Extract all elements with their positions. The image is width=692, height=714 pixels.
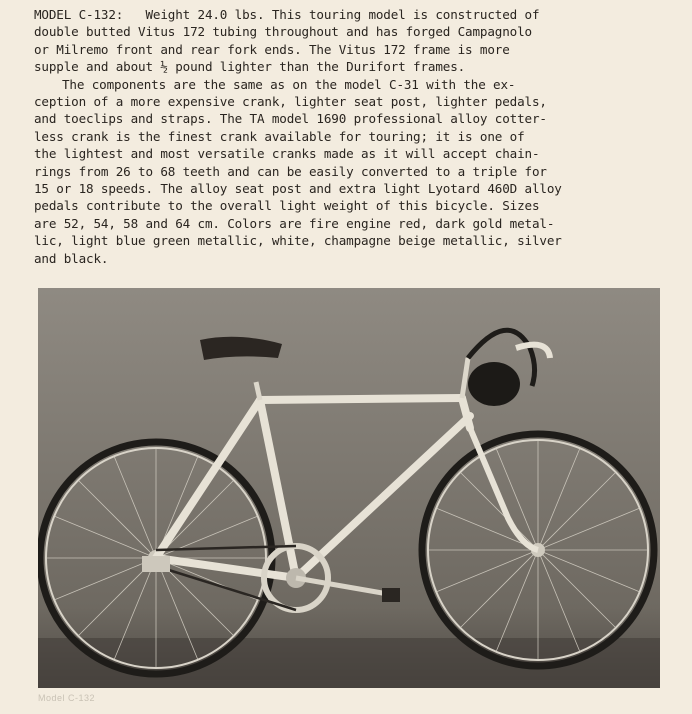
text-line: MODEL C-132: Weight 24.0 lbs. This touring model is constructed of [34, 7, 540, 22]
text-line: ception of a more expensive crank, lighter seat post, lighter pedals, [34, 94, 547, 110]
crank-arm [296, 578, 388, 594]
text-line: rings from 26 to 68 teeth and can be easily converted to a triple for [34, 163, 547, 179]
text-line: the lightest and most versatile cranks made as it will accept chain- [34, 146, 540, 162]
bicycle-illustration [38, 288, 660, 688]
stem [462, 358, 468, 398]
text-line: are 52, 54, 58 and 64 cm. Colors are fire engine red, dark gold metal- [34, 215, 555, 231]
bicycle-photo [38, 288, 660, 688]
text-line: and toeclips and straps. The TA model 1690 professional alloy cotter- [34, 111, 547, 127]
pedal [382, 588, 400, 602]
text-line: or Milremo front and rear fork ends. The Vitus 172 frame is more [34, 41, 510, 57]
seat-post [256, 382, 260, 400]
saddle [200, 337, 282, 360]
text-line: supple and about ½ pound lighter than the Durifort frames. [34, 59, 466, 75]
photo-caption: Model C-132 [38, 693, 96, 703]
text-line: less crank is the finest crank available for touring; it is one of [34, 128, 525, 144]
handlebar-bag [468, 362, 520, 406]
rear-derailleur [142, 556, 170, 572]
text-line: 15 or 18 speeds. The alloy seat post and extra light Lyotard 460D alloy [34, 181, 562, 197]
text-line: lic, light blue green metallic, white, champagne beige metallic, silver [34, 233, 562, 249]
text-line: pedals contribute to the overall light weight of this bicycle. Sizes [34, 198, 540, 214]
description-text [34, 6, 674, 267]
text-line: double butted Vitus 172 tubing throughout and has forged Campagnolo [34, 24, 532, 40]
text-line: and black. [34, 250, 109, 266]
text-line: The components are the same as on the model C-31 with the ex- [62, 76, 516, 92]
